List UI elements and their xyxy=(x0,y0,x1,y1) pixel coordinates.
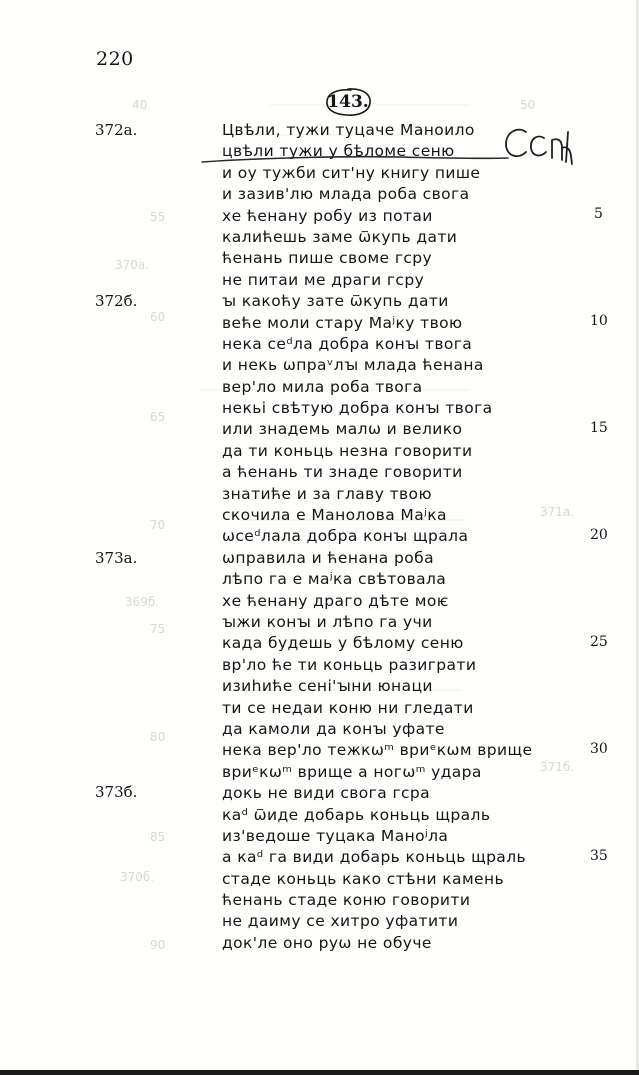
ghost-number: 75 xyxy=(150,622,166,636)
ghost-number: 50 xyxy=(520,98,536,112)
verse-line: и некь ѡпраᵛлꙑ млада ћенана xyxy=(222,356,484,375)
verse-line: ꙑжи конꙑ и лѣпо га учи xyxy=(222,612,433,631)
verse-line: вриᵉкѡᵐ врище а ногѡᵐ удара xyxy=(222,762,482,781)
verse-line: хе ћенану робу из потаи xyxy=(222,206,433,225)
verse-line: ти се недаи коню ни гледати xyxy=(222,698,474,717)
line-number: 10 xyxy=(590,313,608,329)
verse-line: знатиће и за главу твою xyxy=(222,484,432,503)
verse-line: не питаи ме драги гсру xyxy=(222,270,425,289)
folio-ref: 372б. xyxy=(95,292,138,310)
verse-line: вр'ло ће ти коньць разиграти xyxy=(222,655,477,674)
ghost-number: 40 xyxy=(132,98,148,112)
verse-line: а каᵈ га види добарь коньць щраль xyxy=(222,848,527,867)
line-number: 20 xyxy=(590,527,608,543)
ghost-ref: 371а. xyxy=(540,505,575,519)
verse-line: ꙑ какоћу зате ѿкупь дати xyxy=(222,292,449,311)
verse-line: веће моли стару Маʲку твою xyxy=(222,313,463,332)
verse-line: ѡправила и ћенана роба xyxy=(222,548,435,567)
verse-line: или знадемь малѡ и велико xyxy=(222,420,463,439)
line-number: 35 xyxy=(590,848,608,864)
verse-line: не даиму се хитро уфатити xyxy=(222,912,459,931)
verse-line: и оу тужби сит'ну книгу пише xyxy=(222,163,481,182)
verse-line: стаде коньць како стѣни камень xyxy=(222,869,505,888)
verse-line: да камоли да конꙑ уфате xyxy=(222,719,445,738)
verse-line: да ти коньць незна говорити xyxy=(222,441,473,460)
verse-line: цвѣли тужи у бѣломе сеню xyxy=(222,142,455,161)
ghost-ref: 370а. xyxy=(115,258,150,272)
scan-bottom-border xyxy=(0,1070,639,1075)
line-number: 25 xyxy=(590,634,608,650)
verse-line: скочила е Манолова Маʲка xyxy=(222,506,447,525)
verse-line: вер'ло мила роба твога xyxy=(222,377,423,396)
verse-line: каᵈ ѿиде добарь коньць щраль xyxy=(222,805,491,824)
ghost-ref: 371б. xyxy=(540,760,575,774)
ghost-number: 80 xyxy=(150,730,166,744)
verse-line: ћенань пише своме гсру xyxy=(222,249,433,268)
verse-line: када будешь у бѣлому сеню xyxy=(222,634,464,653)
verse-line: а ћенань ти знаде говорити xyxy=(222,463,463,482)
verse-line: нека вер'ло тежкѡᵐ вриᵉкѡм врище xyxy=(222,741,533,760)
verse-line: и зазив'лю млада роба свога xyxy=(222,185,470,204)
line-number: 5 xyxy=(594,206,603,222)
verse-line: ћенань стаде коню говорити xyxy=(222,891,471,910)
verse-line: лѣпо га е маʲка свѣтовала xyxy=(222,570,447,589)
line-number: 30 xyxy=(590,741,608,757)
poem-number-badge xyxy=(324,87,372,117)
verse-line: некьі свѣтую добра конꙑ твога xyxy=(222,399,493,418)
ghost-number: 65 xyxy=(150,410,166,424)
ghost-number: 70 xyxy=(150,518,166,532)
verse-line: из'ведоше туцака Маноʲла xyxy=(222,826,449,845)
ghost-ref: 370б. xyxy=(120,870,155,884)
ghost-number: 55 xyxy=(150,210,166,224)
verse-line: хе ћенану драго дѣте моѥ xyxy=(222,591,449,610)
verse-line: Цвѣли, тужи туцаче Маноило xyxy=(222,121,475,139)
verse-line: ѡсеᵈлала добра конꙑ щрала xyxy=(222,527,469,546)
verse-line: калићешь заме ѿкупь дати xyxy=(222,227,458,246)
poem-verses xyxy=(222,120,532,954)
page-number: 220 xyxy=(96,48,134,70)
ghost-ref: 369б. xyxy=(125,595,160,609)
ghost-number: 90 xyxy=(150,938,166,952)
ghost-number: 85 xyxy=(150,830,166,844)
poem-number: 143. xyxy=(327,92,369,112)
verse-line: изиһиће сені'ꙑни юнаци xyxy=(222,677,433,696)
verse-line: нека сеᵈла добра конꙑ твога xyxy=(222,334,473,353)
folio-ref: 373б. xyxy=(95,783,138,801)
folio-ref: 373а. xyxy=(95,549,138,567)
folio-ref: 372а. xyxy=(95,121,138,139)
line-number: 15 xyxy=(590,420,608,436)
verse-line: докь не види свога гсра xyxy=(222,784,431,803)
ghost-number: 60 xyxy=(150,310,166,324)
verse-line: док'ле оно руѡ не обуче xyxy=(222,933,432,952)
